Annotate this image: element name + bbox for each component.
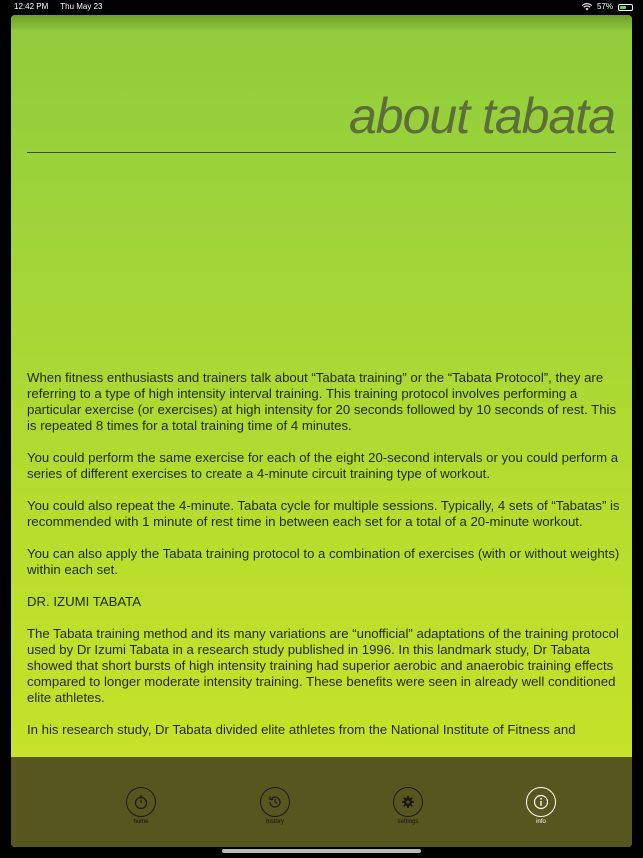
tab-label: history (266, 819, 284, 825)
paragraph: You could also repeat the 4-minute. Tabata cycle for multiple sessions. Typically, 4 sets of “Tabatas” is recommended with 1 minute of rest time in between each set for a total of a 20-minute workout. (27, 498, 620, 529)
tab-home[interactable] (106, 787, 176, 825)
gear-icon (393, 787, 423, 817)
wifi-icon (582, 3, 592, 11)
tab-bar (11, 757, 632, 847)
tab-settings[interactable] (373, 787, 443, 825)
status-left (14, 0, 103, 14)
history-icon (260, 787, 290, 817)
paragraph: You could perform the same exercise for each of the eight 20-second intervals or you could perform a series of different exercises to create a 4-minute circuit training type of workout. (27, 450, 619, 481)
status-right (582, 0, 633, 14)
title-divider (27, 152, 616, 153)
tab-history[interactable] (240, 787, 310, 825)
page-title: about tabata (348, 88, 615, 144)
tab-label: info (536, 819, 546, 825)
app-window (11, 15, 632, 847)
battery-percent: 57% (596, 2, 613, 11)
tab-label: settings (397, 819, 419, 825)
section-heading: DR. IZUMI TABATA (27, 594, 142, 609)
stopwatch-icon (126, 787, 156, 817)
battery-icon (618, 4, 633, 11)
battery-fill (620, 6, 626, 9)
info-icon (526, 787, 556, 817)
paragraph: In his research study, Dr Tabata divided elite athletes from the National Institute of Fitness and (27, 722, 576, 737)
paragraph: You can also apply the Tabata training protocol to a combination of exercises (with or without weights) within each set. (27, 546, 620, 577)
about-text[interactable] (27, 370, 621, 754)
tab-label: home (133, 819, 149, 825)
tab-info[interactable] (506, 787, 576, 825)
status-bar (0, 0, 643, 14)
paragraph: The Tabata training method and its many variations are “unofficial” adaptations of the training protocol used by Dr Izumi Tabata in a research study published in 1996. In this landmark study, Dr Tabata showed that short bursts of high intensity training had superior aerobic and anaerobic training effects compared to longer moderate intensity training. These benefits were seen in already well conditioned elite athletes. (27, 626, 619, 705)
status-time: 12:42 PM (14, 2, 49, 11)
status-date: Thu May 23 (60, 2, 103, 11)
paragraph: When fitness enthusiasts and trainers talk about “Tabata training” or the “Tabata Protocol”, they are referring to a type of high intensity interval training. This training protocol involves performing a particular exercise (or exercises) at high intensity for 20 seconds followed by 10 seconds of rest. This is repeated 8 times for a total training time of 4 minutes. (27, 370, 617, 433)
home-indicator[interactable] (222, 849, 421, 853)
top-strip (11, 15, 632, 30)
